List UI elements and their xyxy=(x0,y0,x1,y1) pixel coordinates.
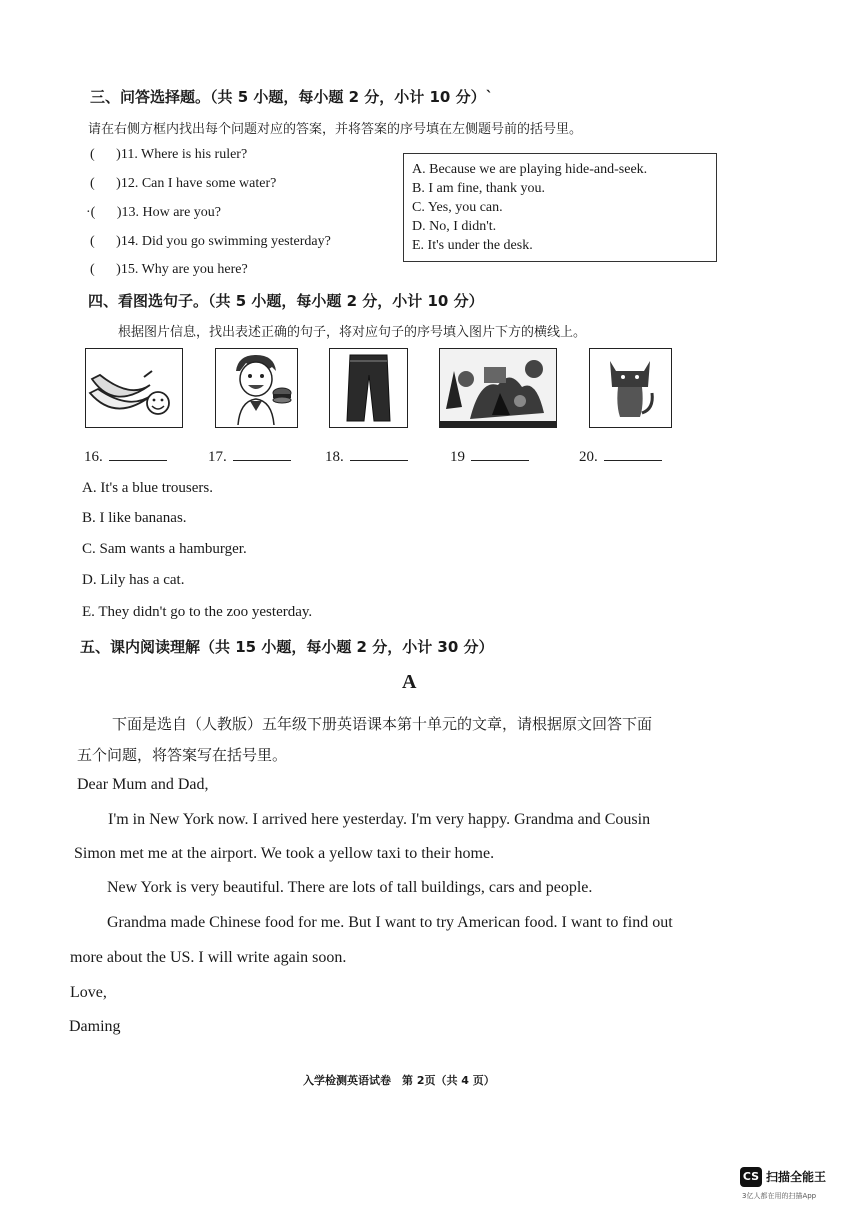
section4-title: 四、看图选句子。（共 5 小题，每小题 2 分，小计 10 分） xyxy=(88,292,484,310)
picture-boy-hamburger xyxy=(215,348,298,428)
item-number: 20. xyxy=(579,449,598,465)
question-text: )12. Can I have some water? xyxy=(116,176,277,191)
sentence-option-c: C. Sam wants a hamburger. xyxy=(82,541,247,557)
item-number: 19 xyxy=(450,449,465,465)
answer-option-a: A. Because we are playing hide-and-seek. xyxy=(412,162,648,177)
passage-part-label: A xyxy=(402,671,417,693)
item-number: 17. xyxy=(208,449,227,465)
section4-instruction: 根据图片信息，找出表述正确的句子，将对应句子的序号填入图片下方的横线上。 xyxy=(118,325,587,340)
letter-closing: Love, xyxy=(70,984,107,1001)
blank-17 xyxy=(208,448,291,466)
answer-blank[interactable] xyxy=(233,448,291,461)
sentence-option-b: B. I like bananas. xyxy=(82,510,187,526)
question-text: )11. Where is his ruler? xyxy=(116,147,248,162)
zoo-scene-icon xyxy=(440,349,556,427)
answer-bracket: ( xyxy=(90,147,95,162)
question-text: )13. How are you? xyxy=(116,205,222,220)
page-footer: 入学检测英语试卷 第 2页（共 4 页） xyxy=(303,1074,495,1087)
answer-option-b: B. I am fine, thank you. xyxy=(412,181,545,196)
answer-option-c: C. Yes, you can. xyxy=(412,200,503,215)
picture-zoo xyxy=(439,348,557,428)
watermark-name: 扫描全能王 xyxy=(766,1170,827,1184)
picture-bananas xyxy=(85,348,183,428)
answer-blank[interactable] xyxy=(471,448,529,461)
item-number: 18. xyxy=(325,449,344,465)
blank-16 xyxy=(84,448,167,466)
section3-title: 三、问答选择题。（共 5 小题，每小题 2 分，小计 10 分）` xyxy=(90,88,494,106)
camscanner-logo-icon: CS xyxy=(740,1167,762,1187)
question-11 xyxy=(90,147,247,163)
letter-signature: Daming xyxy=(69,1018,121,1035)
letter-paragraph-3-line2: more about the US. I will write again soon. xyxy=(70,949,347,966)
question-15 xyxy=(90,262,248,278)
answer-bracket: ( xyxy=(90,262,95,277)
letter-paragraph-1-line1: I'm in New York now. I arrived here yesterday. I'm very happy. Grandma and Cousin xyxy=(108,811,651,828)
letter-paragraph-3-line1: Grandma made Chinese food for me. But I want to try American food. I want to find out xyxy=(107,914,673,931)
bananas-smiley-icon xyxy=(86,349,182,427)
letter-greeting: Dear Mum and Dad, xyxy=(77,776,209,793)
question-text: )15. Why are you here? xyxy=(116,262,248,277)
sentence-option-e: E. They didn't go to the zoo yesterday. xyxy=(82,604,313,620)
section3-instruction: 请在右侧方框内找出每个问题对应的答案，并将答案的序号填在左侧题号前的括号里。 xyxy=(88,122,583,137)
blank-18 xyxy=(325,448,408,466)
boy-hamburger-icon xyxy=(216,349,297,427)
picture-cat xyxy=(589,348,672,428)
sentence-option-d: D. Lily has a cat. xyxy=(82,572,185,588)
answer-bracket: ·( xyxy=(86,205,96,220)
answer-option-d: D. No, I didn't. xyxy=(412,219,497,234)
trousers-icon xyxy=(330,349,407,427)
question-text: )14. Did you go swimming yesterday? xyxy=(116,234,331,249)
letter-paragraph-1-line2: Simon met me at the airport. We took a yellow taxi to their home. xyxy=(74,845,495,862)
blank-19 xyxy=(450,448,529,466)
passage-intro-line2: 五个问题，将答案写在括号里。 xyxy=(77,746,288,764)
answer-bracket: ( xyxy=(90,176,95,191)
question-13 xyxy=(86,205,221,221)
passage-intro-line1: 下面是选自（人教版）五年级下册英语课本第十单元的文章，请根据原文回答下面 xyxy=(112,715,653,733)
answer-option-e: E. It's under the desk. xyxy=(412,238,533,253)
answer-blank[interactable] xyxy=(604,448,662,461)
question-12 xyxy=(90,176,276,192)
answer-blank[interactable] xyxy=(109,448,167,461)
section5-title: 五、课内阅读理解（共 15 小题，每小题 2 分，小计 30 分） xyxy=(80,638,494,656)
answer-options-box xyxy=(403,153,717,262)
sentence-option-a: A. It's a blue trousers. xyxy=(82,480,214,496)
picture-trousers xyxy=(329,348,408,428)
letter-paragraph-2: New York is very beautiful. There are lots of tall buildings, cars and people. xyxy=(107,879,593,896)
answer-blank[interactable] xyxy=(350,448,408,461)
answer-bracket: ( xyxy=(90,234,95,249)
cat-icon xyxy=(590,349,671,427)
blank-20 xyxy=(579,448,662,466)
scanner-watermark xyxy=(740,1167,852,1207)
question-14 xyxy=(90,234,331,250)
watermark-tagline: 3亿人都在用的扫描App xyxy=(742,1192,817,1200)
item-number: 16. xyxy=(84,449,103,465)
